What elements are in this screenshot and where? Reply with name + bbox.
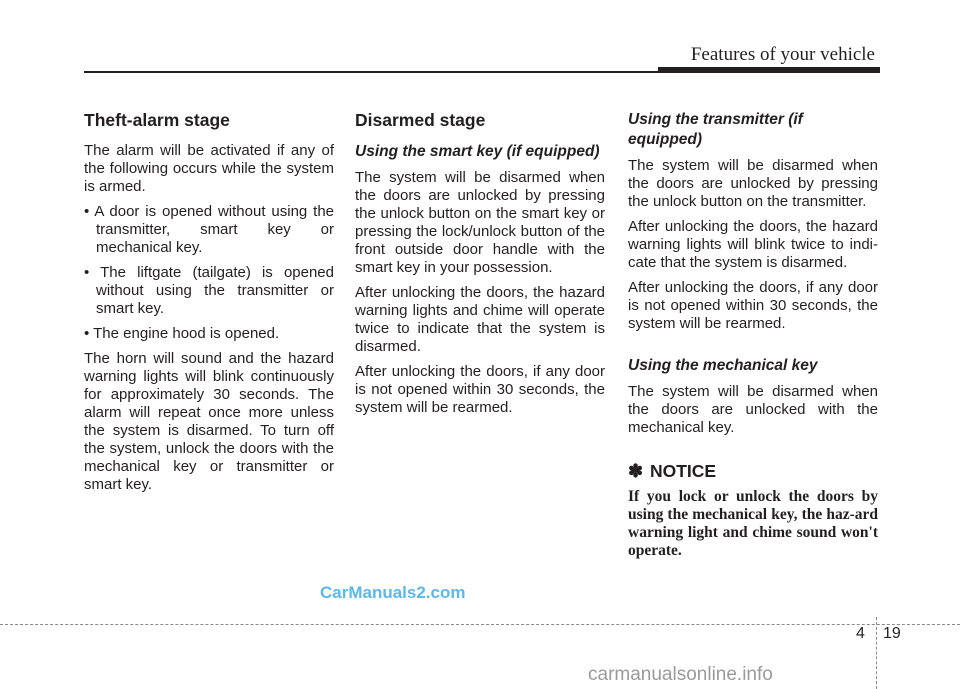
theft-alarm-heading: Theft-alarm stage	[84, 110, 230, 130]
smart-key-subheading: Using the smart key (if equipped)	[355, 143, 600, 160]
footer-divider	[0, 624, 960, 625]
transmitter-paragraph: After unlocking the doors, the hazard warning lights will blink twice to indi-cate that the system is disarmed.	[628, 218, 878, 271]
footer-vertical-divider	[876, 617, 877, 689]
chapter-number: 4	[856, 625, 865, 642]
notice-star-icon: ✽	[628, 461, 644, 481]
notice-text: If you lock or unlock the doors by using the mechanical key, the haz-ard warning light and chime sound won't operate.	[628, 488, 878, 559]
column-theft-alarm	[84, 110, 334, 501]
page-number: 19	[883, 625, 901, 642]
section-spacer	[628, 444, 878, 460]
theft-alarm-body: The horn will sound and the hazard warning lights will blink continuously for approximately 30 seconds. The alarm will repeat once more unless the system is disarmed. To turn off the system, unlock the doors with the mechanical key or transmitter or smart key.	[84, 350, 334, 493]
smart-key-paragraph: The system will be disarmed when the doors are unlocked by pressing the unlock button on the smart key or pressing the lock/unlock button of the front outside door handle with the smart key in your possession.	[355, 169, 605, 276]
disarmed-heading: Disarmed stage	[355, 110, 486, 130]
transmitter-paragraph: After unlocking the doors, if any door is not opened within 30 seconds, the system will be rearmed.	[628, 279, 878, 332]
column-transmitter	[628, 110, 878, 560]
page-header-title: Features of your vehicle	[690, 44, 875, 65]
theft-alarm-bullet: • A door is opened without using the transmitter, smart key or mechanical key.	[84, 203, 334, 256]
notice-title	[628, 460, 878, 482]
transmitter-paragraph: The system will be disarmed when the doors are unlocked by pressing the unlock button on the transmitter.	[628, 157, 878, 210]
header-rule-accent	[658, 67, 880, 73]
footer-site-link[interactable]: carmanualsonline.info	[588, 664, 773, 685]
section-spacer	[628, 340, 878, 356]
smart-key-paragraph: After unlocking the doors, if any door is not opened within 30 seconds, the system will be rearmed.	[355, 363, 605, 416]
smart-key-paragraph: After unlocking the doors, the hazard warning lights and chime will operate twice to indicate that the system is disarmed.	[355, 284, 605, 355]
theft-alarm-bullet: • The liftgate (tailgate) is opened without using the transmitter or smart key.	[84, 264, 334, 317]
theft-alarm-bullet: • The engine hood is opened.	[84, 325, 280, 342]
mechanical-key-paragraph: The system will be disarmed when the doors are unlocked with the mechanical key.	[628, 383, 878, 436]
notice-title-text: NOTICE	[649, 461, 717, 481]
column-disarmed	[355, 110, 605, 424]
transmitter-subheading: Using the transmitter (if equipped)	[628, 111, 803, 148]
mechanical-key-subheading: Using the mechanical key	[628, 357, 818, 374]
watermark-link[interactable]: CarManuals2.com	[320, 583, 466, 602]
theft-alarm-intro: The alarm will be activated if any of the following occurs while the system is armed.	[84, 142, 334, 195]
